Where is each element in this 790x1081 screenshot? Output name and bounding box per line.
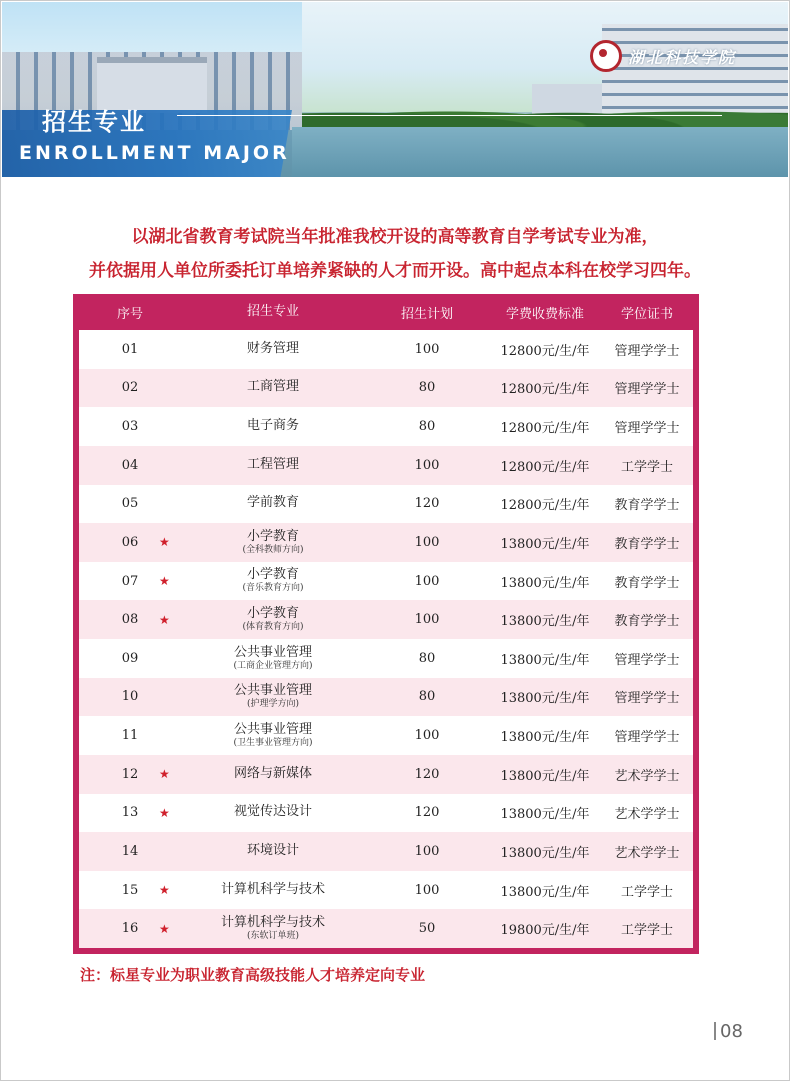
row-plan: 120 [414, 805, 440, 821]
table-row [79, 446, 693, 485]
row-major [181, 458, 365, 473]
row-number [79, 419, 181, 434]
row-fee: 13800元/生/年 [500, 536, 590, 552]
major-name: 公共事业管理 [233, 644, 312, 660]
row-fee: 19800元/生/年 [500, 923, 590, 939]
row-degree: 教育学学士 [614, 575, 680, 591]
row-plan: 120 [414, 496, 440, 512]
major-direction: (卫生事业管理方向) [233, 737, 313, 748]
star-icon: ★ [159, 921, 170, 936]
row-plan: 100 [414, 534, 440, 550]
page-number-divider [714, 1022, 716, 1040]
row-major [181, 607, 365, 632]
row-fee: 12800元/生/年 [500, 459, 590, 475]
table-row [79, 794, 693, 833]
row-number-text: 11 [121, 728, 139, 744]
major-direction: (护理学方向) [246, 699, 300, 710]
row-fee: 13800元/生/年 [500, 884, 590, 900]
table-body [79, 330, 693, 948]
star-icon: ★ [159, 767, 170, 782]
row-plan: 100 [414, 843, 440, 859]
table-row [79, 871, 693, 910]
row-plan: 80 [418, 689, 436, 705]
major-name: 公共事业管理 [233, 721, 312, 737]
row-number [79, 728, 181, 743]
row-plan: 100 [414, 612, 440, 628]
row-plan: 120 [414, 766, 440, 782]
row-number-text: 14 [121, 843, 139, 859]
major-name: 工商管理 [246, 379, 299, 395]
row-number-text: 13 [121, 805, 139, 821]
row-major [181, 342, 365, 357]
row-fee: 12800元/生/年 [500, 343, 590, 359]
page-number [714, 1021, 743, 1042]
banner-trees [302, 90, 788, 130]
major-name: 工程管理 [246, 456, 299, 472]
row-major [181, 844, 365, 859]
row-fee: 13800元/生/年 [500, 575, 590, 591]
major-name: 网络与新媒体 [233, 765, 312, 781]
row-degree: 艺术学学士 [614, 845, 680, 861]
page-number-text: 08 [720, 1021, 743, 1042]
row-major [181, 380, 365, 395]
row-plan: 50 [418, 921, 436, 937]
row-fee: 13800元/生/年 [500, 768, 590, 784]
row-number-text: 15 [121, 882, 139, 898]
row-number-text: 04 [121, 457, 139, 473]
row-major [181, 883, 365, 898]
row-major [181, 530, 365, 555]
school-logo [590, 40, 736, 72]
table-row [79, 639, 693, 678]
row-number [79, 458, 181, 473]
table-row [79, 330, 693, 369]
row-number-text: 03 [121, 419, 139, 435]
row-degree: 管理学学士 [614, 691, 680, 707]
row-plan: 80 [418, 650, 436, 666]
major-direction: (全科教师方向) [242, 544, 304, 555]
row-degree: 工学学士 [620, 459, 673, 475]
row-fee: 13800元/生/年 [500, 807, 590, 823]
row-major [181, 767, 365, 782]
enrollment-table [73, 294, 699, 954]
header-major: 招生专业 [246, 303, 299, 319]
row-degree: 教育学学士 [614, 536, 680, 552]
row-fee: 12800元/生/年 [500, 421, 590, 437]
major-name: 电子商务 [246, 418, 299, 434]
row-plan: 100 [414, 728, 440, 744]
footnote: 注：标星专业为职业教育高级技能人才培养定向专业 [80, 966, 426, 984]
table-row [79, 716, 693, 755]
banner-subtitle: ENROLLMENT MAJOR [19, 142, 290, 164]
row-degree: 管理学学士 [614, 382, 680, 398]
star-icon: ★ [159, 883, 170, 898]
row-degree: 管理学学士 [614, 343, 680, 359]
major-name: 计算机科学与技术 [220, 915, 325, 931]
row-degree: 管理学学士 [614, 730, 680, 746]
major-name: 小学教育 [246, 567, 299, 583]
row-number-text: 08 [121, 612, 139, 628]
row-major [181, 805, 365, 820]
row-number-text: 02 [121, 380, 139, 396]
major-name: 财务管理 [246, 340, 299, 356]
row-major [181, 646, 365, 671]
major-name: 小学教育 [246, 528, 299, 544]
row-number-text: 01 [121, 341, 139, 357]
row-degree: 教育学学士 [614, 614, 680, 630]
row-plan: 100 [414, 882, 440, 898]
major-name: 学前教育 [246, 495, 299, 511]
row-fee: 12800元/生/年 [500, 498, 590, 514]
row-plan: 100 [414, 573, 440, 589]
row-fee: 13800元/生/年 [500, 845, 590, 861]
major-name: 小学教育 [246, 606, 299, 622]
table-row [79, 562, 693, 601]
row-fee: 13800元/生/年 [500, 614, 590, 630]
table-row [79, 600, 693, 639]
intro-line-2: 并依据用人单位所委托订单培养紧缺的人才而开设。高中起点本科在校学习四年。 [89, 261, 701, 281]
row-number [79, 612, 181, 627]
school-seal-icon [590, 40, 622, 72]
row-number [79, 380, 181, 395]
row-fee: 13800元/生/年 [500, 652, 590, 668]
row-number [79, 535, 181, 550]
header-no: 序号 [116, 306, 143, 322]
star-icon: ★ [159, 535, 170, 550]
row-number [79, 574, 181, 589]
table-row [79, 485, 693, 524]
row-plan: 80 [418, 380, 436, 396]
row-number-text: 09 [121, 650, 139, 666]
table-row [79, 909, 693, 948]
table-row [79, 832, 693, 871]
table-row [79, 755, 693, 794]
row-major [181, 496, 365, 511]
star-icon: ★ [159, 805, 170, 820]
row-number [79, 689, 181, 704]
star-icon: ★ [159, 574, 170, 589]
row-major [181, 916, 365, 941]
row-degree: 管理学学士 [614, 652, 680, 668]
row-number-text: 16 [121, 921, 139, 937]
row-number-text: 12 [121, 766, 139, 782]
table-row [79, 369, 693, 408]
row-number [79, 767, 181, 782]
major-name: 公共事业管理 [233, 683, 312, 699]
major-name: 计算机科学与技术 [220, 881, 325, 897]
row-number [79, 651, 181, 666]
table-row [79, 678, 693, 717]
banner-lake [292, 127, 788, 177]
intro-line-1: 以湖北省教育考试院当年批准我校开设的高等教育自学考试专业为准， [131, 227, 659, 247]
major-name: 视觉传达设计 [233, 804, 312, 820]
banner-title: 招生专业 [42, 108, 146, 136]
row-number-text: 05 [121, 496, 139, 512]
row-degree: 工学学士 [620, 923, 673, 939]
table-row [79, 407, 693, 446]
header-fee: 学费收费标准 [505, 306, 584, 322]
row-number [79, 844, 181, 859]
star-icon: ★ [159, 612, 170, 627]
row-major [181, 684, 365, 709]
major-direction: (东软订单班) [246, 930, 300, 941]
header-banner [2, 2, 788, 177]
row-degree: 工学学士 [620, 884, 673, 900]
row-fee: 13800元/生/年 [500, 730, 590, 746]
header-plan: 招生计划 [400, 306, 453, 322]
row-fee: 13800元/生/年 [500, 691, 590, 707]
major-direction: (音乐教育方向) [242, 583, 304, 594]
row-major [181, 419, 365, 434]
major-direction: (工商企业管理方向) [233, 660, 313, 671]
row-number-text: 06 [121, 534, 139, 550]
major-name: 环境设计 [246, 842, 299, 858]
row-degree: 艺术学学士 [614, 807, 680, 823]
row-degree: 教育学学士 [614, 498, 680, 514]
table-row [79, 523, 693, 562]
header-degree: 学位证书 [620, 306, 673, 322]
row-major [181, 568, 365, 593]
row-number [79, 921, 181, 936]
table-header [79, 294, 693, 330]
row-number [79, 496, 181, 511]
school-logo-text: 湖北科技学院 [628, 47, 737, 67]
row-number [79, 342, 181, 357]
row-number-text: 07 [121, 573, 139, 589]
row-number [79, 805, 181, 820]
row-degree: 艺术学学士 [614, 768, 680, 784]
row-number [79, 883, 181, 898]
major-direction: (体育教育方向) [242, 621, 304, 632]
row-number-text: 10 [121, 689, 139, 705]
row-fee: 12800元/生/年 [500, 382, 590, 398]
row-degree: 管理学学士 [614, 421, 680, 437]
row-plan: 100 [414, 341, 440, 357]
row-plan: 100 [414, 457, 440, 473]
row-major [181, 723, 365, 748]
banner-divider-line [177, 115, 722, 116]
row-plan: 80 [418, 419, 436, 435]
